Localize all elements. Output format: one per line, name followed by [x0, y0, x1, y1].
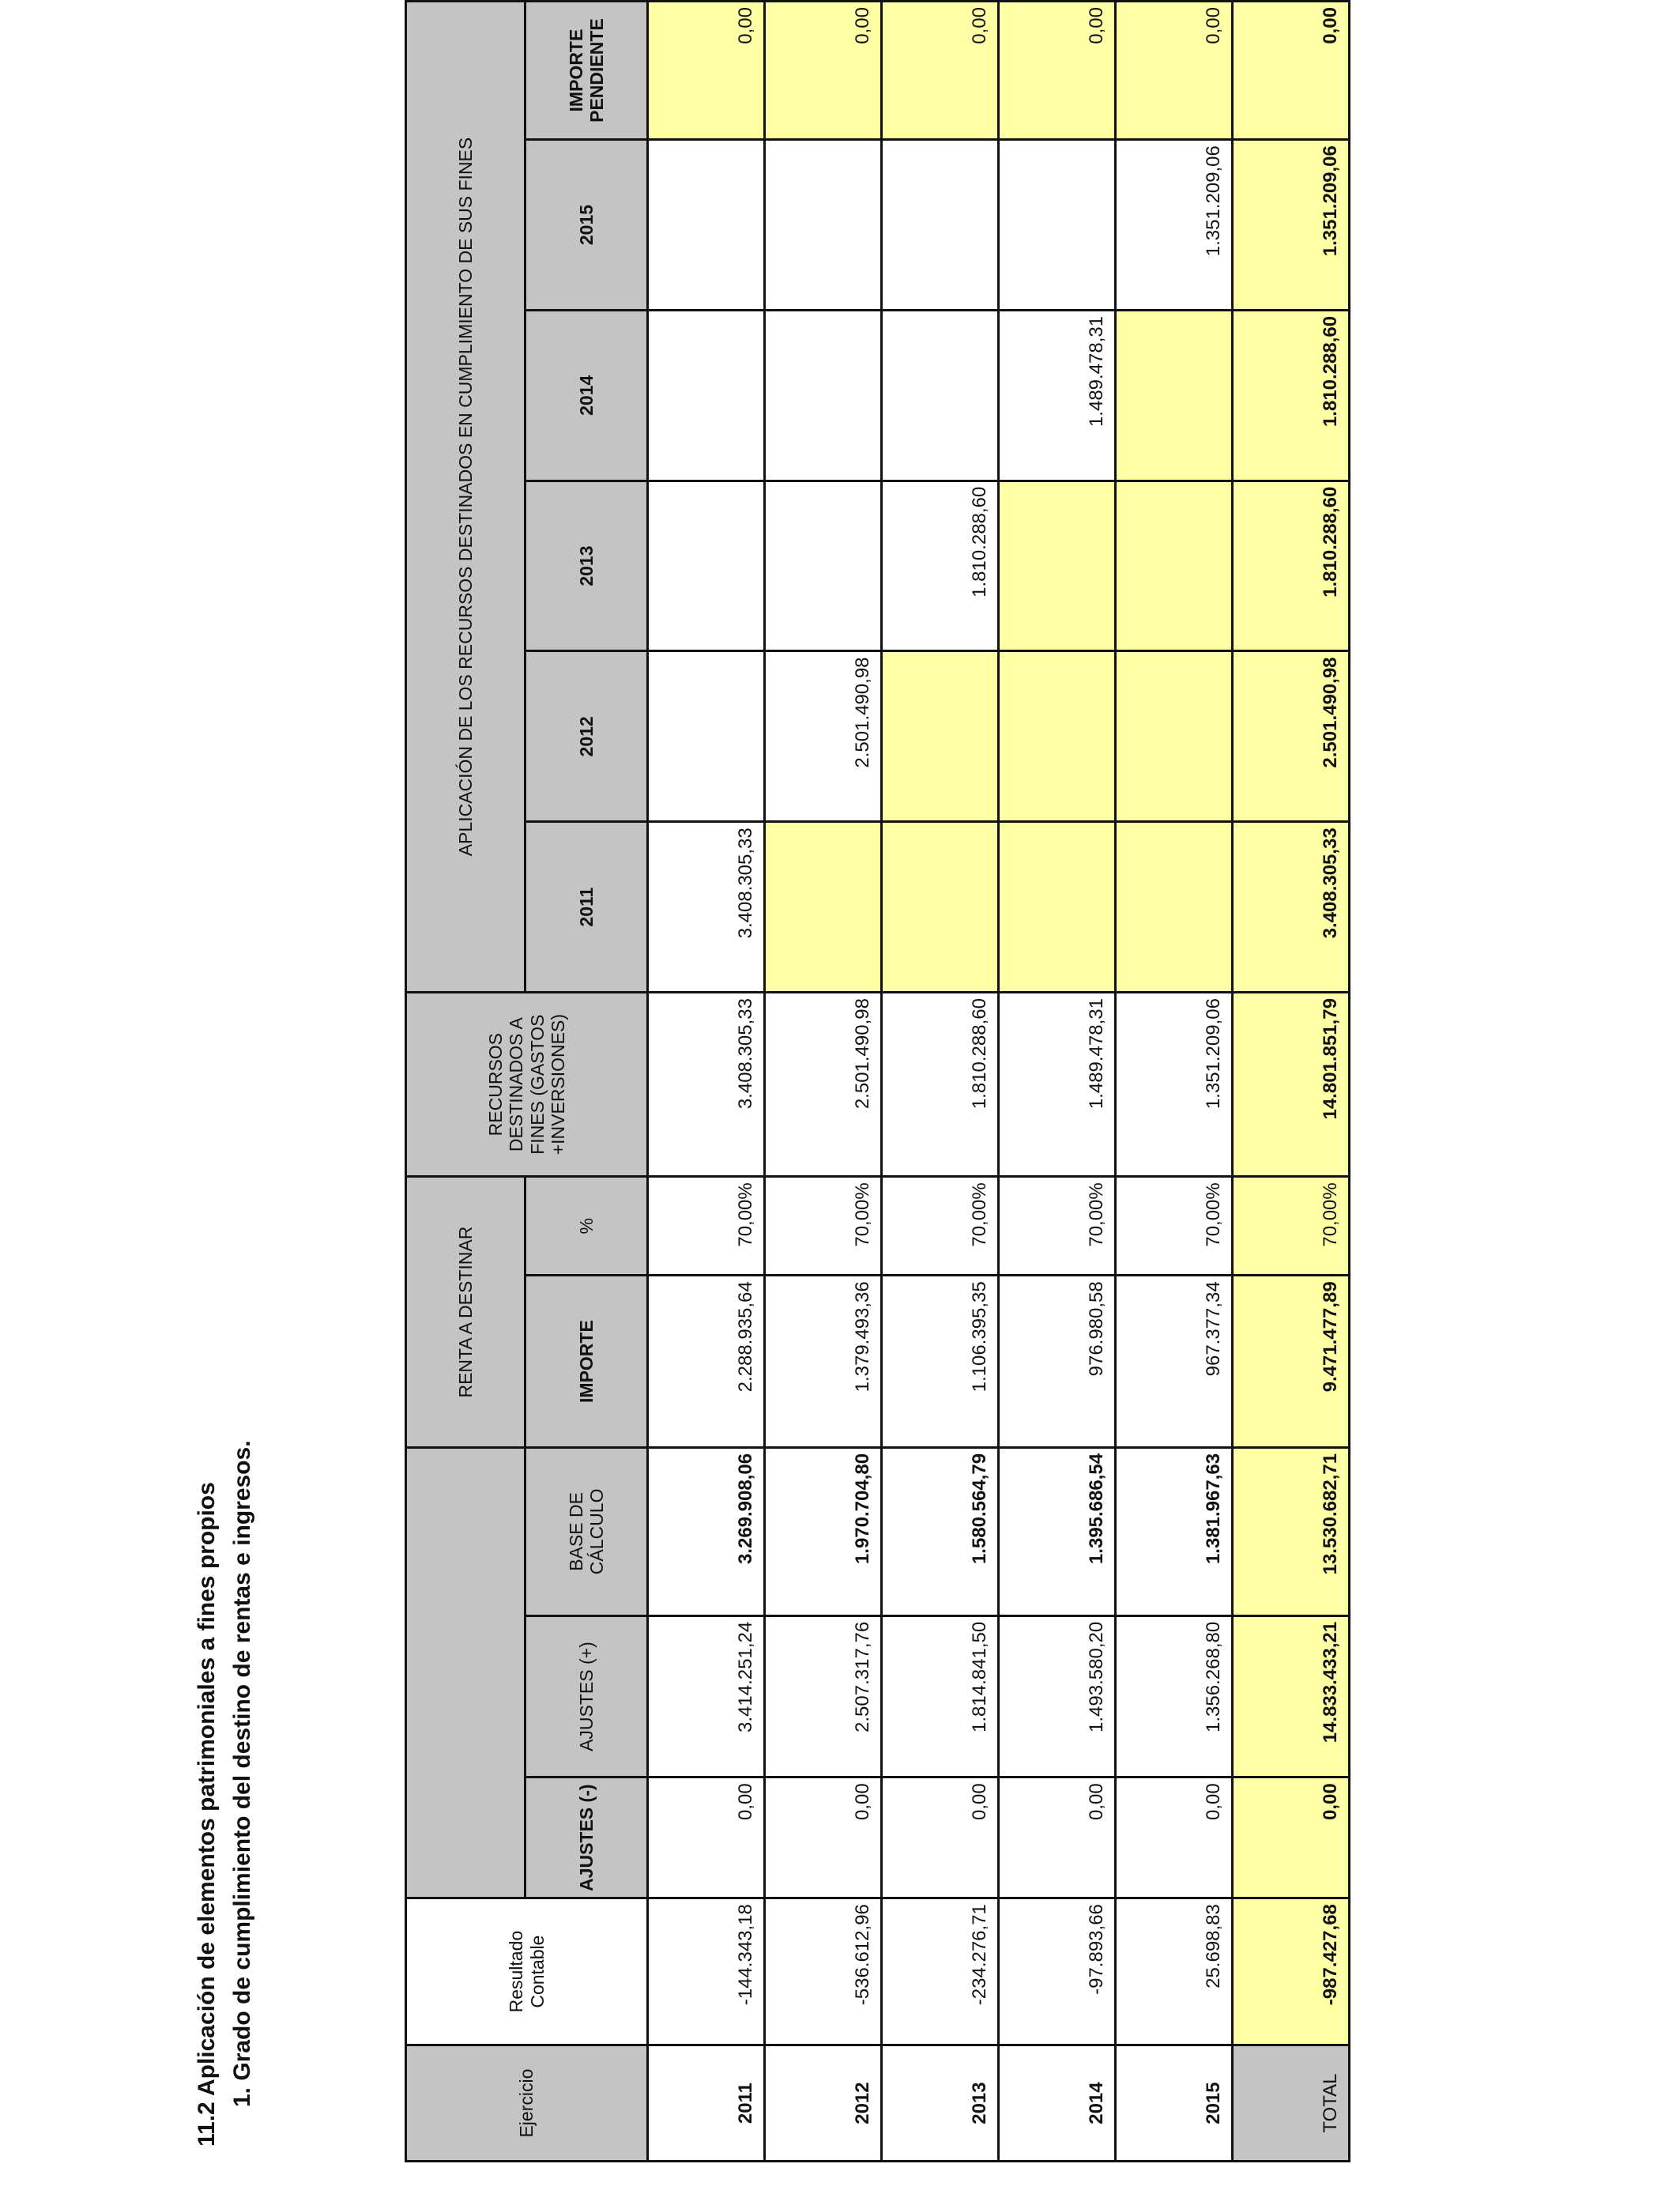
cell-a2012: [648, 651, 765, 822]
cell-total-resultado: -987.427,68: [1233, 1898, 1350, 2045]
cell-base: 1.381.967,63: [1116, 1447, 1233, 1615]
table-row: [648, 2, 765, 2162]
cell-ajustes-neg: 0,00: [765, 1777, 882, 1898]
cell-ajustes-neg: 0,00: [648, 1777, 765, 1898]
cell-pendiente: 0,00: [765, 2, 882, 140]
renta-destino-table: [405, 0, 1350, 2162]
cell-a2014: 1.489.478,31: [999, 310, 1116, 481]
cell-total-a2013: 1.810.288,60: [1233, 481, 1350, 651]
cell-a2014: [1116, 310, 1233, 481]
cell-a2015: [765, 140, 882, 311]
header-ejercicio: Ejercicio: [406, 2045, 648, 2162]
cell-importe: 976.980,58: [999, 1276, 1116, 1448]
cell-importe: 967.377,34: [1116, 1276, 1233, 1448]
cell-ajustes-pos: 1.356.268,80: [1116, 1615, 1233, 1777]
cell-a2015: [999, 140, 1116, 311]
cell-ajustes-pos: 2.507.317,76: [765, 1615, 882, 1777]
header-recursos-destinados: RECURSOS DESTINADOS A FINES (GASTOS +INVERSIONES): [406, 993, 648, 1177]
cell-resultado: -536.612,96: [765, 1898, 882, 2045]
cell-ejercicio: 2015: [1116, 2045, 1233, 2162]
cell-a2013: [765, 481, 882, 651]
cell-pct: 70,00%: [765, 1177, 882, 1276]
cell-ajustes-neg: 0,00: [882, 1777, 999, 1898]
header-2015: 2015: [525, 140, 648, 311]
header-aplicacion: APLICACIÓN DE LOS RECURSOS DESTINADOS EN CUMPLIMIENTO DE SUS FINES: [406, 2, 525, 993]
cell-total-pct: 70,00%: [1233, 1177, 1350, 1276]
cell-a2012: 2.501.490,98: [765, 651, 882, 822]
cell-total-label: TOTAL: [1233, 2045, 1350, 2162]
table-row: [882, 2, 999, 2162]
cell-a2011: [1116, 822, 1233, 993]
header-blank: [406, 1447, 525, 1898]
cell-a2013: 1.810.288,60: [882, 481, 999, 651]
cell-pendiente: 0,00: [1116, 2, 1233, 140]
cell-a2014: [882, 310, 999, 481]
cell-ajustes-pos: 1.814.841,50: [882, 1615, 999, 1777]
header-ajustes-pos: AJUSTES (+): [525, 1615, 648, 1777]
header-renta-a-destinar: RENTA A DESTINAR: [406, 1177, 525, 1448]
cell-pendiente: 0,00: [882, 2, 999, 140]
cell-total-a2014: 1.810.288,60: [1233, 310, 1350, 481]
cell-a2013: [648, 481, 765, 651]
cell-ajustes-neg: 0,00: [1116, 1777, 1233, 1898]
cell-pendiente: 0,00: [999, 2, 1116, 140]
header-2012: 2012: [525, 651, 648, 822]
cell-a2011: [999, 822, 1116, 993]
cell-a2012: [882, 651, 999, 822]
header-2011: 2011: [525, 822, 648, 993]
cell-resultado: 25.698,83: [1116, 1898, 1233, 2045]
cell-ejercicio: 2011: [648, 2045, 765, 2162]
header-ajustes-neg: AJUSTES (-): [525, 1777, 648, 1898]
cell-pct: 70,00%: [648, 1177, 765, 1276]
table-row: [1116, 2, 1233, 2162]
page-title: 11.2 Aplicación de elementos patrimoniales a fines propios: [194, 1482, 220, 2147]
cell-base: 1.395.686,54: [999, 1447, 1116, 1615]
cell-a2011: [765, 822, 882, 993]
cell-a2012: [999, 651, 1116, 822]
cell-pct: 70,00%: [882, 1177, 999, 1276]
cell-total-recursos: 14.801.851,79: [1233, 993, 1350, 1177]
cell-recursos: 3.408.305,33: [648, 993, 765, 1177]
page-subtitle: 1. Grado de cumplimiento del destino de rentas e ingresos.: [229, 1440, 255, 2107]
cell-base: 1.580.564,79: [882, 1447, 999, 1615]
cell-total-a2012: 2.501.490,98: [1233, 651, 1350, 822]
cell-total-importe: 9.471.477,89: [1233, 1276, 1350, 1448]
table-row: [999, 2, 1116, 2162]
header-resultado-contable: Resultado Contable: [406, 1898, 648, 2045]
cell-ejercicio: 2012: [765, 2045, 882, 2162]
cell-importe: 1.106.395,35: [882, 1276, 999, 1448]
cell-total-a2015: 1.351.209,06: [1233, 140, 1350, 311]
cell-total-a2011: 3.408.305,33: [1233, 822, 1350, 993]
table-row: [765, 2, 882, 2162]
cell-total-pendiente: 0,00: [1233, 2, 1350, 140]
cell-resultado: -234.276,71: [882, 1898, 999, 2045]
cell-importe: 2.288.935,64: [648, 1276, 765, 1448]
cell-recursos: 1.489.478,31: [999, 993, 1116, 1177]
cell-a2011: 3.408.305,33: [648, 822, 765, 993]
cell-a2013: [999, 481, 1116, 651]
cell-total-ajustes-neg: 0,00: [1233, 1777, 1350, 1898]
header-base-calculo: BASE DE CÁLCULO: [525, 1447, 648, 1615]
header-porcentaje: %: [525, 1177, 648, 1276]
cell-a2015: 1.351.209,06: [1116, 140, 1233, 311]
cell-pct: 70,00%: [1116, 1177, 1233, 1276]
cell-a2013: [1116, 481, 1233, 651]
header-importe-pendiente: IMPORTE PENDIENTE: [525, 2, 648, 140]
cell-ajustes-neg: 0,00: [999, 1777, 1116, 1898]
cell-ejercicio: 2013: [882, 2045, 999, 2162]
cell-a2012: [1116, 651, 1233, 822]
cell-recursos: 2.501.490,98: [765, 993, 882, 1177]
cell-a2014: [765, 310, 882, 481]
cell-a2015: [882, 140, 999, 311]
cell-ajustes-pos: 1.493.580,20: [999, 1615, 1116, 1777]
cell-base: 1.970.704,80: [765, 1447, 882, 1615]
cell-recursos: 1.810.288,60: [882, 993, 999, 1177]
total-row: [1233, 2, 1350, 2162]
cell-ejercicio: 2014: [999, 2045, 1116, 2162]
cell-recursos: 1.351.209,06: [1116, 993, 1233, 1177]
cell-resultado: -97.893,66: [999, 1898, 1116, 2045]
cell-a2011: [882, 822, 999, 993]
cell-total-base: 13.530.682,71: [1233, 1447, 1350, 1615]
cell-total-ajustes-pos: 14.833.433,21: [1233, 1615, 1350, 1777]
cell-a2014: [648, 310, 765, 481]
cell-resultado: -144.343,18: [648, 1898, 765, 2045]
header-2014: 2014: [525, 310, 648, 481]
cell-importe: 1.379.493,36: [765, 1276, 882, 1448]
cell-pct: 70,00%: [999, 1177, 1116, 1276]
header-importe: IMPORTE: [525, 1276, 648, 1448]
cell-ajustes-pos: 3.414.251,24: [648, 1615, 765, 1777]
header-2013: 2013: [525, 481, 648, 651]
cell-pendiente: 0,00: [648, 2, 765, 140]
cell-base: 3.269.908,06: [648, 1447, 765, 1615]
cell-a2015: [648, 140, 765, 311]
